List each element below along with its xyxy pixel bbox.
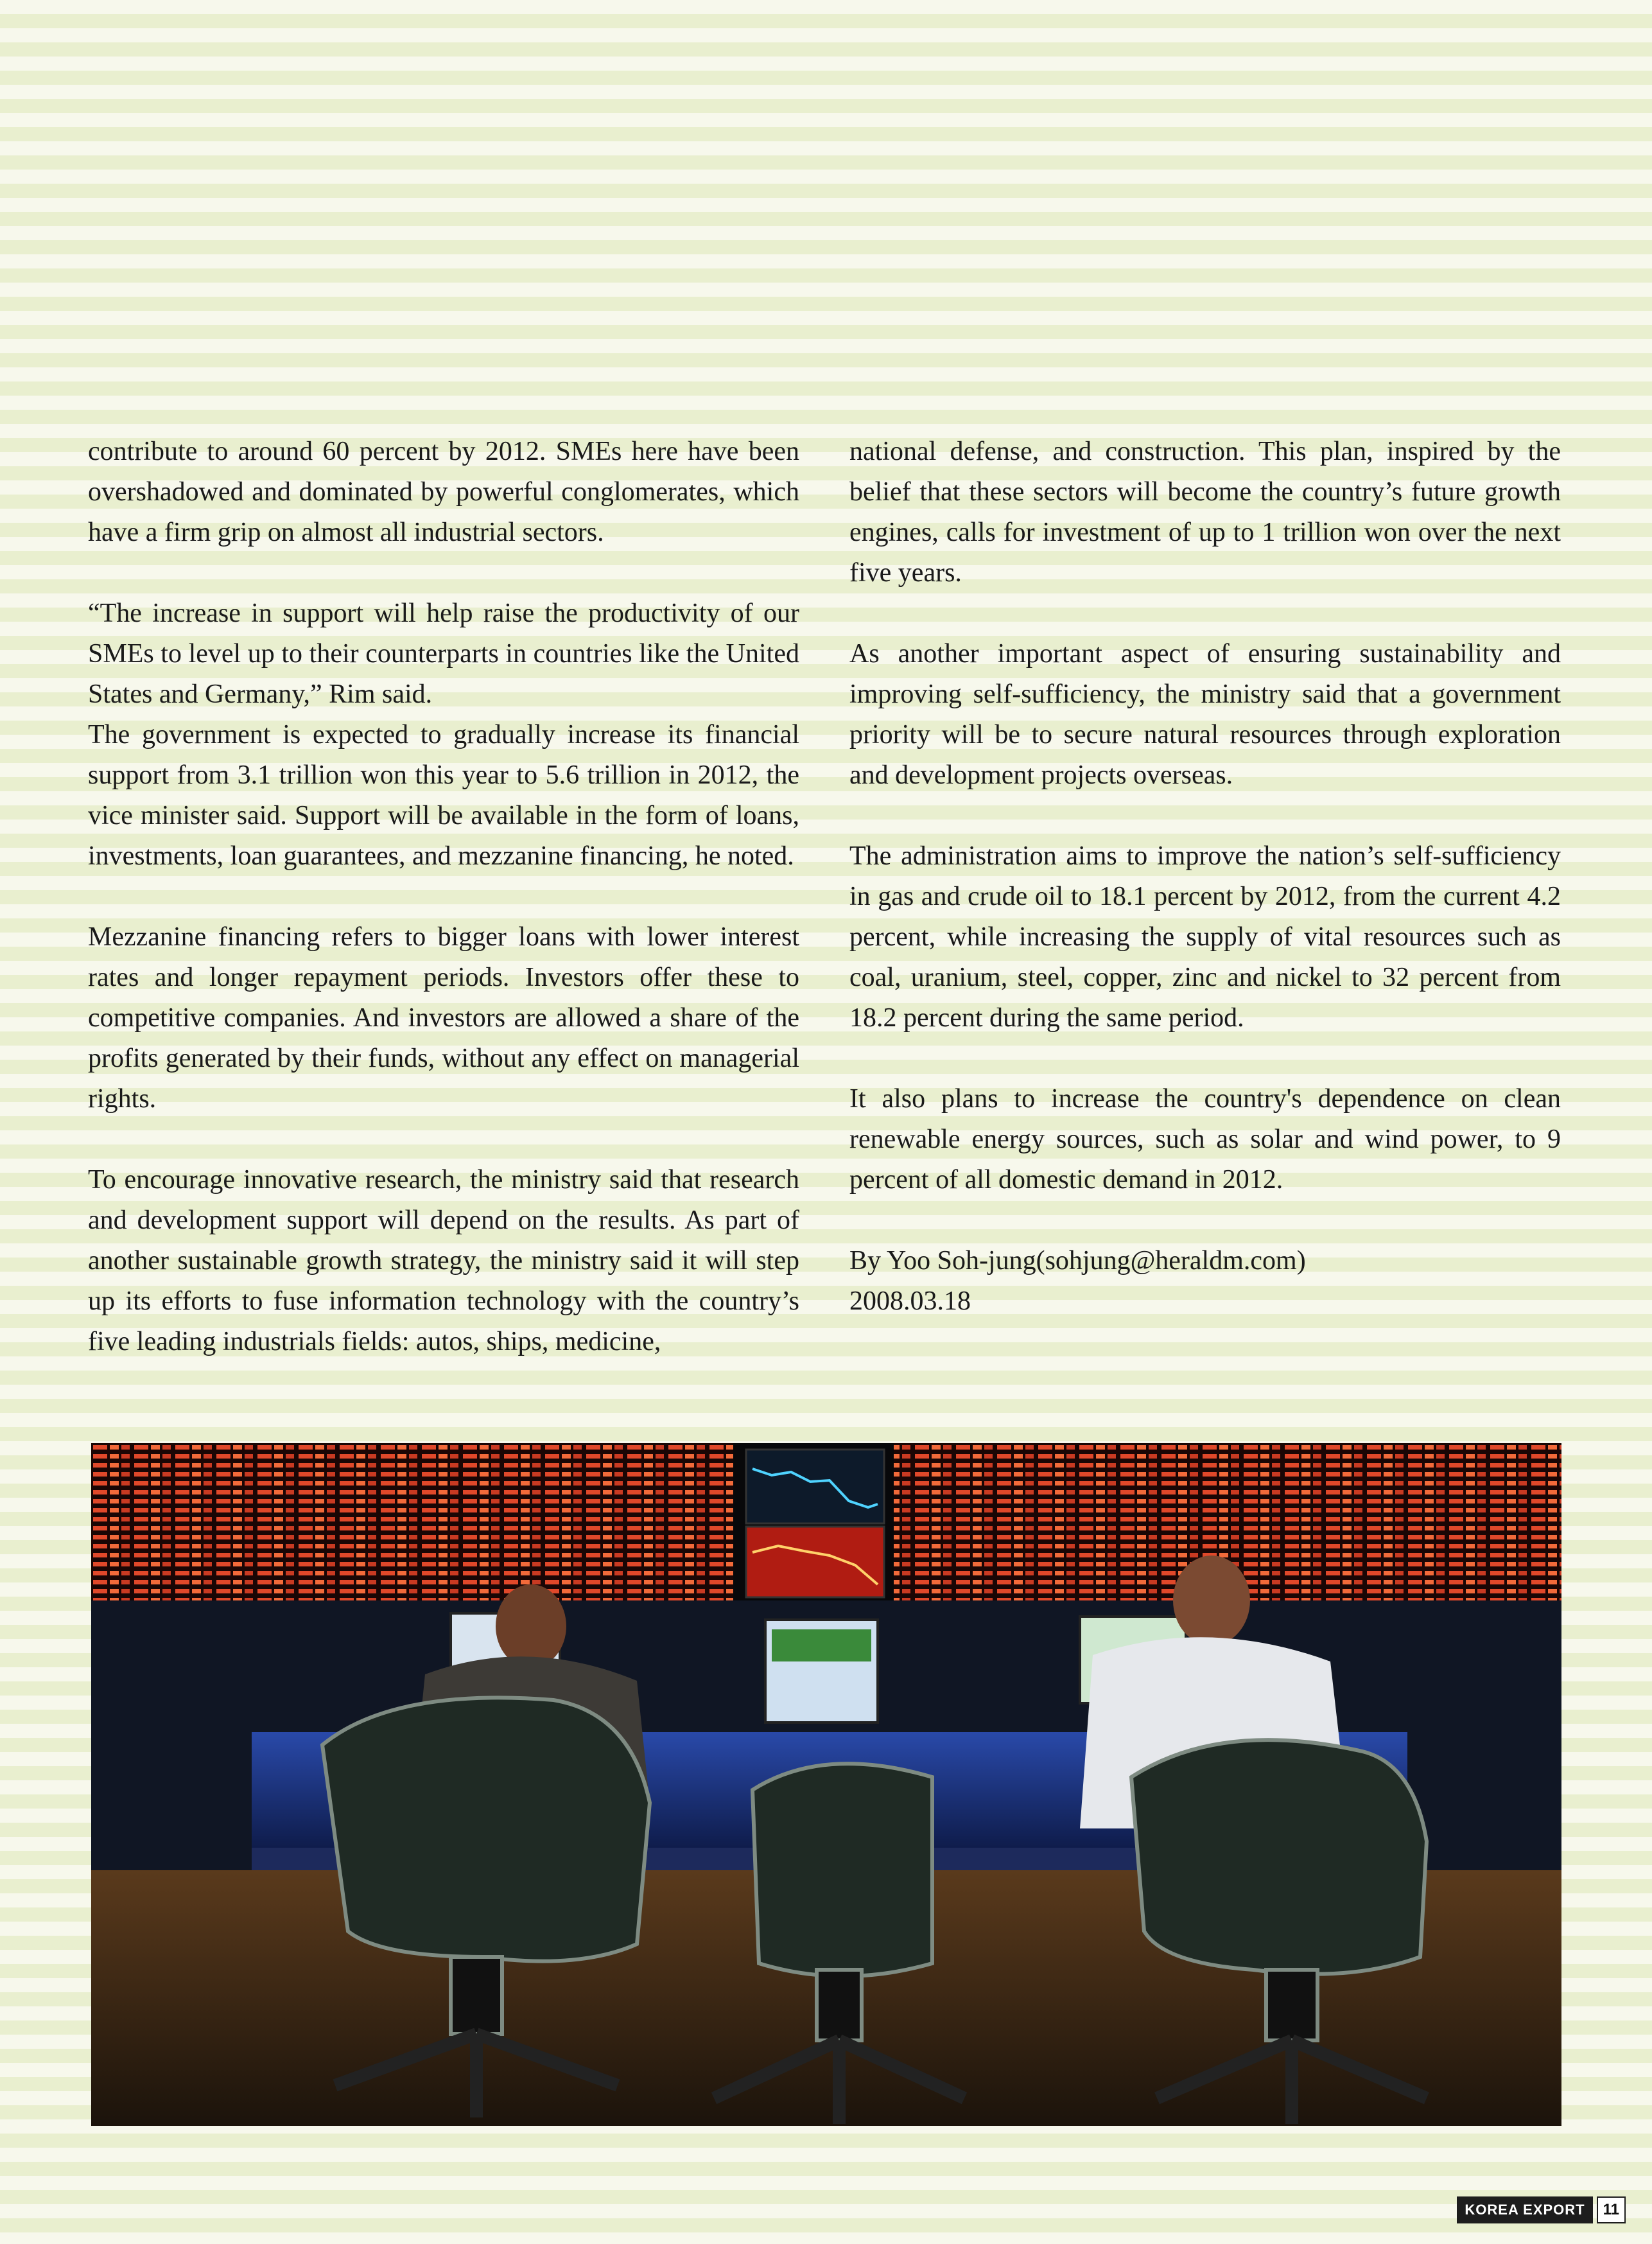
article-date: 2008.03.18 <box>849 1286 971 1316</box>
trader-left-head <box>496 1584 566 1668</box>
paragraph: national defense, and construction. This plan, inspired by the belief that these sectors will become the country’s future growth engines, calls for investment of up to 1 trillion won over the next five years. <box>849 437 1561 588</box>
trader-right-head <box>1173 1556 1250 1645</box>
paragraph: It also plans to increase the country's dependence on clean renewable energy sources, such as solar and wind power, to 9 percent of all domestic demand in 2012. <box>849 1084 1561 1195</box>
paragraph: As another important aspect of ensuring sustainability and improving self-sufficiency, the ministry said that a government priority will be to secure natural resources through exploration and development projects overseas. <box>849 639 1561 790</box>
magazine-logo: KOREA EXPORT <box>1457 2196 1592 2223</box>
page-number: 11 <box>1597 2196 1626 2223</box>
paragraph: To encourage innovative research, the ministry said that research and development support will depend on the results. As part of another sustainable growth strategy, the ministry said it will step up its efforts to fuse information technology with the country’s five leading industrials fields: autos, ships, medicine, <box>88 1165 799 1356</box>
chart-screen-bottom <box>746 1527 884 1597</box>
chart-screen-top <box>746 1450 884 1523</box>
paragraph: contribute to around 60 percent by 2012. SMEs here have been overshadowed and dominated by powerful conglomerates, which have a firm grip on almost all industrial sectors. <box>88 437 799 547</box>
page-footer <box>1457 2196 1626 2223</box>
paragraph: The administration aims to improve the nation’s self-sufficiency in gas and crude oil to 18.1 percent by 2012, from the current 4.2 percent, while increasing the supply of vital resources such as coal, uranium, steel, copper, zinc and nickel to 32 percent from 18.2 percent during the same period. <box>849 841 1561 1033</box>
byline: By Yoo Soh-jung(sohjung@heraldm.com) <box>849 1246 1306 1275</box>
trading-floor-photo <box>91 1443 1561 2126</box>
article-column-right <box>849 432 1561 1322</box>
paragraph: “The increase in support will help raise the productivity of our SMEs to level up to their counterparts in countries like the United States and Germany,” Rim said. <box>88 599 799 709</box>
article-column-left <box>88 432 799 1403</box>
stock-board-left <box>91 1443 733 1600</box>
paragraph: Mezzanine financing refers to bigger loans with lower interest rates and longer repayment periods. Investors offer these to competitive companies. And investors are allowed a share of the profits generated by their funds, without any effect on managerial rights. <box>88 922 799 1114</box>
paragraph: The government is expected to gradually increase its financial support from 3.1 trillion won this year to 5.6 trillion in 2012, the vice minister said. Support will be available in the form of loans, investments, loan guarantees, and mezzanine financing, he noted. <box>88 720 799 871</box>
